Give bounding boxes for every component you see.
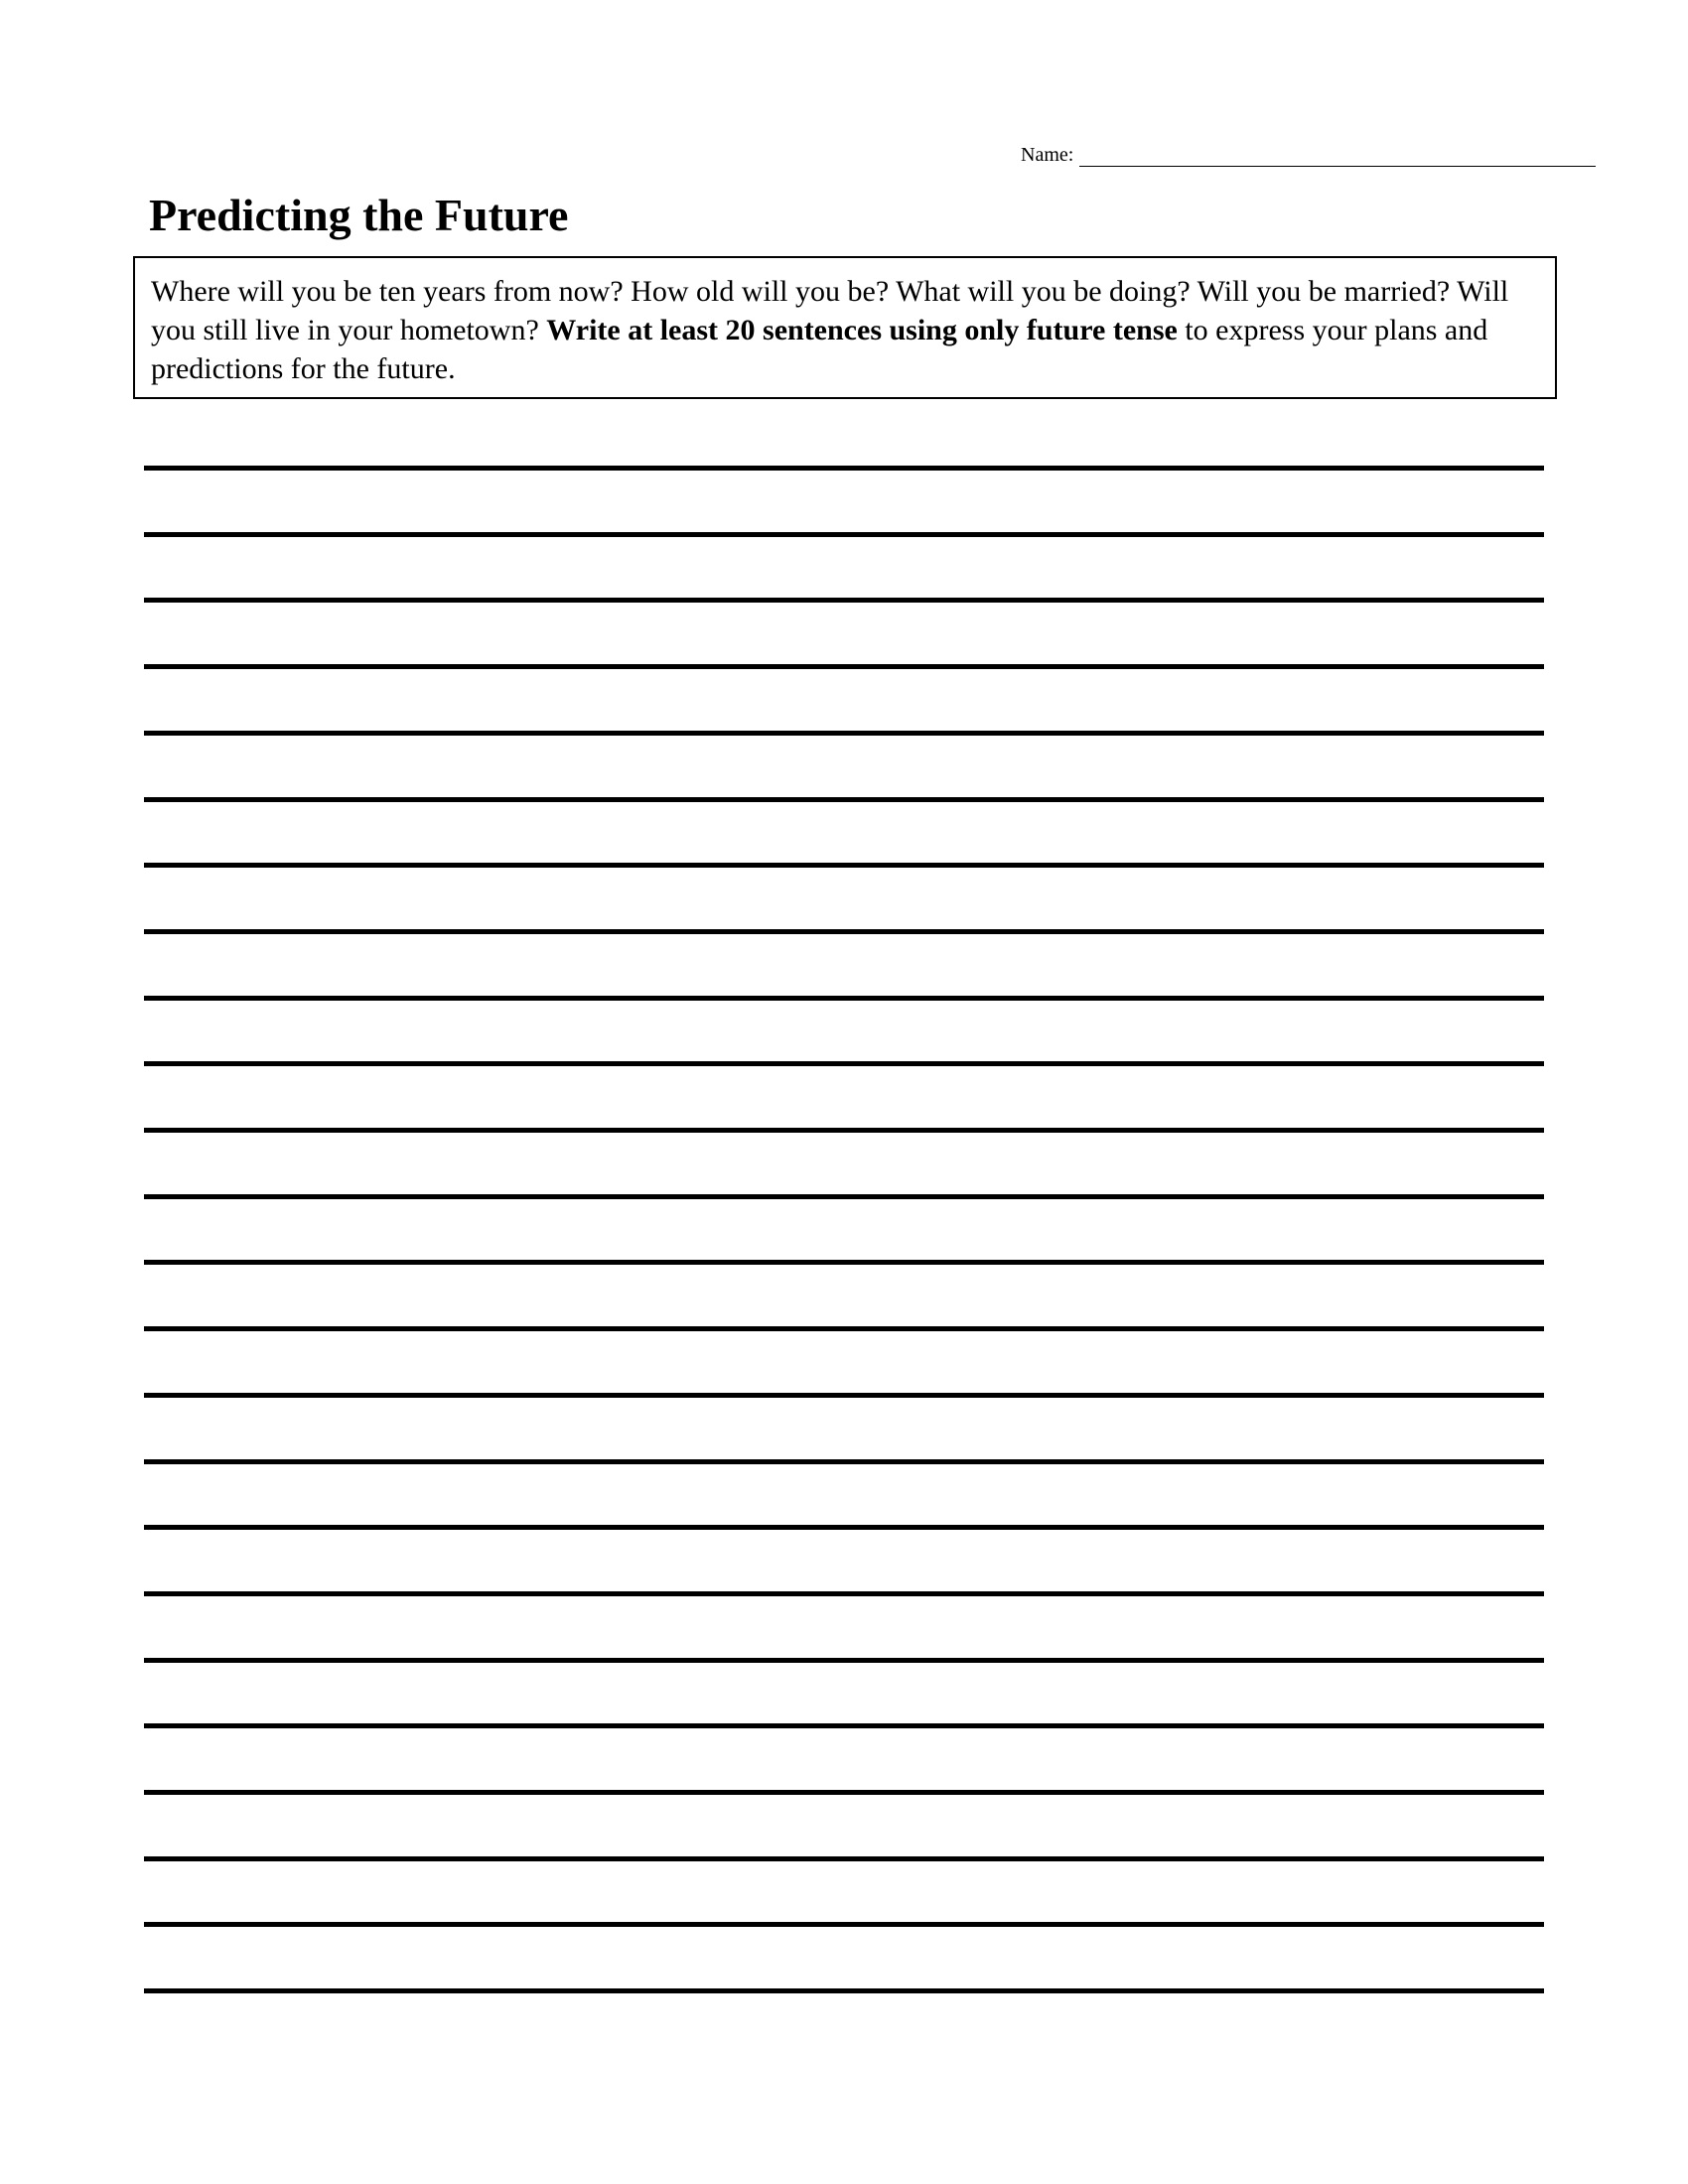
writing-line[interactable] bbox=[144, 1988, 1544, 1993]
instructions-text: Where will you be ten years from now? How old will you be? What will you be doing? Will you be married? Will you still live in your hometown? bbox=[151, 275, 1509, 346]
instructions-emphasis: Write at least 20 sentences using only future tense bbox=[546, 314, 1178, 346]
writing-line[interactable] bbox=[144, 1393, 1544, 1398]
writing-lines-area[interactable] bbox=[144, 0, 1544, 2184]
writing-line[interactable] bbox=[144, 1658, 1544, 1663]
writing-line[interactable] bbox=[144, 863, 1544, 868]
writing-line[interactable] bbox=[144, 598, 1544, 603]
name-label: Name: bbox=[1021, 144, 1074, 166]
writing-line[interactable] bbox=[144, 1326, 1544, 1331]
writing-line[interactable] bbox=[144, 1459, 1544, 1464]
writing-line[interactable] bbox=[144, 1194, 1544, 1199]
writing-line[interactable] bbox=[144, 797, 1544, 802]
writing-line[interactable] bbox=[144, 1723, 1544, 1728]
writing-line[interactable] bbox=[144, 1128, 1544, 1133]
writing-line[interactable] bbox=[144, 1061, 1544, 1066]
writing-line[interactable] bbox=[144, 664, 1544, 669]
writing-line[interactable] bbox=[144, 929, 1544, 934]
writing-line[interactable] bbox=[144, 996, 1544, 1001]
writing-line[interactable] bbox=[144, 731, 1544, 736]
page-title: Predicting the Future bbox=[149, 190, 569, 240]
writing-line[interactable] bbox=[144, 1591, 1544, 1596]
writing-line[interactable] bbox=[144, 466, 1544, 471]
instructions-text-end: to express your plans and predictions for the future. bbox=[151, 314, 1488, 385]
writing-line[interactable] bbox=[144, 1922, 1544, 1927]
writing-line[interactable] bbox=[144, 1260, 1544, 1265]
writing-line[interactable] bbox=[144, 532, 1544, 537]
writing-line[interactable] bbox=[144, 1856, 1544, 1861]
writing-line[interactable] bbox=[144, 1790, 1544, 1795]
writing-line[interactable] bbox=[144, 1525, 1544, 1530]
